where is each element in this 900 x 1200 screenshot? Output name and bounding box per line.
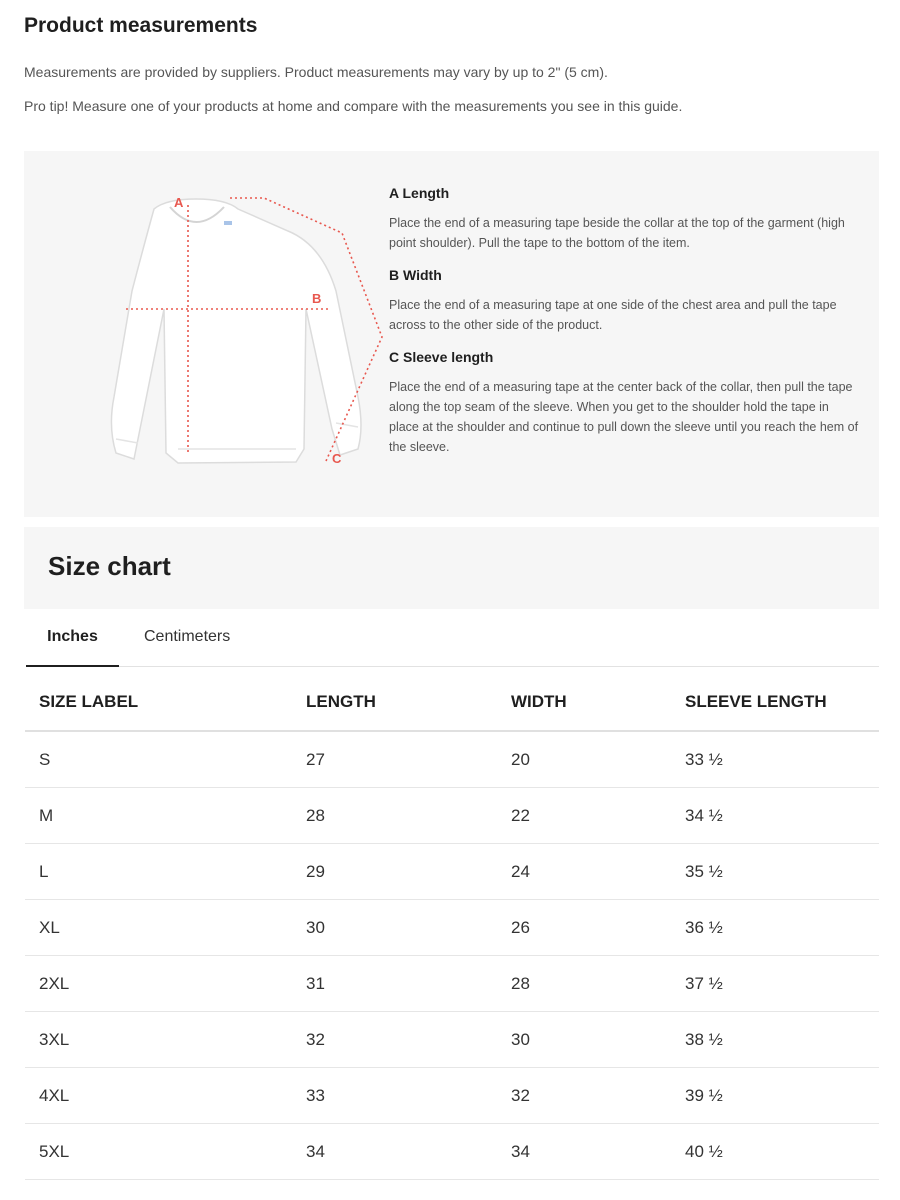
cell-sleeve-length: 39 ½: [671, 1068, 879, 1124]
label-a: A: [174, 195, 184, 210]
measurement-a-title: A Length: [389, 185, 450, 201]
measurement-b-title: B Width: [389, 267, 442, 283]
cell-length: 32: [292, 1012, 497, 1068]
table-row: [25, 956, 879, 1012]
cell-width: 28: [497, 956, 671, 1012]
cell-sleeve-length: 38 ½: [671, 1012, 879, 1068]
cell-sleeve-length: 34 ½: [671, 788, 879, 844]
table-row: [25, 900, 879, 956]
intro-text-suppliers: Measurements are provided by suppliers. Product measurements may vary by up to 2" (5 cm).: [24, 64, 608, 80]
cell-length: 27: [292, 731, 497, 788]
measurement-c-title: C Sleeve length: [389, 349, 494, 365]
cell-size-label: L: [25, 844, 292, 900]
cell-size-label: 3XL: [25, 1012, 292, 1068]
cell-length: 29: [292, 844, 497, 900]
label-c: C: [332, 451, 342, 466]
cell-length: 28: [292, 788, 497, 844]
measurement-a-description: Place the end of a measuring tape beside the collar at the top of the garment (high point shoulder). Pull the tape to the bottom of the item.: [389, 216, 845, 250]
measurement-guide-panel: [24, 151, 879, 517]
cell-width: 34: [497, 1124, 671, 1180]
cell-size-label: XL: [25, 900, 292, 956]
table-row: [25, 731, 879, 788]
cell-size-label: 2XL: [25, 956, 292, 1012]
cell-width: 32: [497, 1068, 671, 1124]
unit-tabs: [26, 609, 879, 667]
tab-inches[interactable]: Inches: [26, 609, 119, 667]
cell-size-label: M: [25, 788, 292, 844]
shirt-tag: [224, 221, 232, 225]
cell-width: 20: [497, 731, 671, 788]
column-header-width: WIDTH: [497, 674, 671, 731]
cell-length: 30: [292, 900, 497, 956]
cell-sleeve-length: 40 ½: [671, 1124, 879, 1180]
cell-size-label: 5XL: [25, 1124, 292, 1180]
tab-centimeters[interactable]: Centimeters: [144, 628, 231, 645]
cell-length: 33: [292, 1068, 497, 1124]
table-row: [25, 788, 879, 844]
cell-sleeve-length: 37 ½: [671, 956, 879, 1012]
size-table: [25, 674, 879, 1180]
cell-size-label: 4XL: [25, 1068, 292, 1124]
cell-size-label: S: [25, 731, 292, 788]
size-chart-header: [24, 527, 879, 609]
measurement-b-description: Place the end of a measuring tape at one side of the chest area and pull the tape across to the other side of the product.: [389, 298, 837, 332]
table-row: [25, 844, 879, 900]
cell-width: 22: [497, 788, 671, 844]
cell-width: 24: [497, 844, 671, 900]
cell-sleeve-length: 35 ½: [671, 844, 879, 900]
cell-width: 30: [497, 1012, 671, 1068]
table-row: [25, 1012, 879, 1068]
measurement-c-description: Place the end of a measuring tape at the center back of the collar, then pull the tape along the top seam of the sleeve. When you get to the shoulder hold the tape in place at the shoulder and continue to pull down the sleeve until you reach the hem of the sleeve.: [389, 380, 859, 454]
column-header-length: LENGTH: [292, 674, 497, 731]
cell-sleeve-length: 36 ½: [671, 900, 879, 956]
cell-sleeve-length: 33 ½: [671, 731, 879, 788]
sweatshirt-shape: [111, 199, 361, 463]
intro-text-pro-tip: Pro tip! Measure one of your products at home and compare with the measurements you see in this guide.: [24, 98, 683, 114]
cell-length: 34: [292, 1124, 497, 1180]
size-chart-title: Size chart: [48, 551, 171, 581]
table-row: [25, 1124, 879, 1180]
column-header-sleeve-length: SLEEVE LENGTH: [671, 674, 879, 731]
cell-width: 26: [497, 900, 671, 956]
cell-length: 31: [292, 956, 497, 1012]
measurement-instructions: [389, 185, 859, 471]
label-b: B: [312, 291, 322, 306]
page-title: Product measurements: [24, 14, 258, 37]
column-header-size-label: SIZE LABEL: [25, 674, 292, 731]
table-row: [25, 1068, 879, 1124]
table-header-row: [25, 674, 879, 731]
sweatshirt-illustration: [74, 187, 404, 487]
